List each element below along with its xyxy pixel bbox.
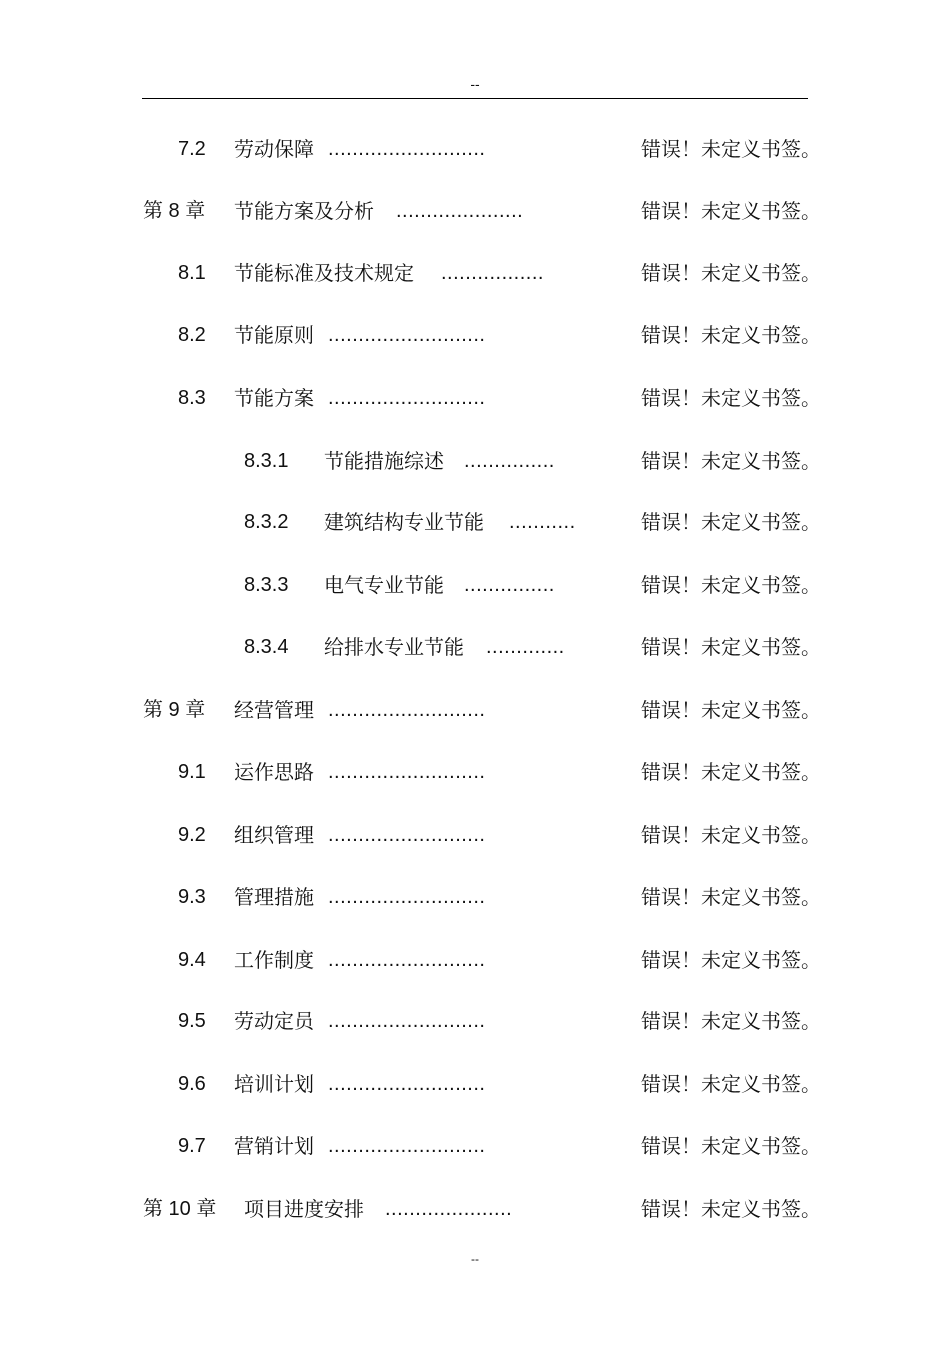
toc-entry-number: 8.2: [178, 324, 206, 346]
toc-entry-title: 项目进度安排: [244, 1197, 364, 1221]
toc-entry-leader: .............: [486, 636, 565, 658]
toc-entry-number: 9.1: [178, 761, 206, 783]
toc-entry-title: 管理措施: [234, 885, 314, 909]
toc-entry-title: 运作思路: [234, 760, 314, 784]
toc-entry-title: 培训计划: [234, 1072, 314, 1096]
toc-entry-number: 7.2: [178, 138, 206, 160]
toc-entry-leader: ..........................: [328, 1135, 486, 1157]
toc-entry[interactable]: [0, 507, 950, 537]
toc-entry[interactable]: [0, 695, 950, 725]
toc-entry[interactable]: [0, 1069, 950, 1099]
page-footer-mark: --: [471, 1252, 479, 1266]
toc-entry-leader: .....................: [385, 1198, 513, 1220]
toc-entry[interactable]: [0, 820, 950, 850]
toc-entry-leader: ...........: [509, 511, 576, 533]
toc-entry[interactable]: [0, 383, 950, 413]
toc-entry-number: 8.3.2: [244, 511, 289, 533]
toc-entry-leader: ..........................: [328, 886, 486, 908]
toc-entry-title: 劳动定员: [234, 1009, 314, 1033]
toc-entry-page: 错误！未定义书签。: [641, 1072, 821, 1096]
toc-entry[interactable]: [0, 196, 950, 226]
toc-entry-page: 错误！未定义书签。: [641, 698, 821, 722]
toc-entry-title: 经营管理: [234, 698, 314, 722]
toc-entry-leader: ..........................: [328, 138, 486, 160]
toc-entry-leader: .....................: [396, 200, 524, 222]
toc-entry-title: 电气专业节能: [324, 573, 444, 597]
header-rule: [142, 98, 808, 99]
toc-entry-number: 8.3.3: [244, 574, 289, 596]
toc-entry-leader: ..........................: [328, 1073, 486, 1095]
toc-entry-page: 错误！未定义书签。: [641, 449, 821, 473]
toc-entry-page: 错误！未定义书签。: [641, 137, 821, 161]
toc-entry[interactable]: [0, 320, 950, 350]
toc-entry-page: 错误！未定义书签。: [641, 323, 821, 347]
toc-entry[interactable]: [0, 258, 950, 288]
toc-entry-page: 错误！未定义书签。: [641, 386, 821, 410]
toc-entry-page: 错误！未定义书签。: [641, 635, 821, 659]
toc-entry-page: 错误！未定义书签。: [641, 199, 821, 223]
toc-entry-number: 8.3.1: [244, 450, 289, 472]
toc-entry-leader: ..........................: [328, 699, 486, 721]
toc-entry[interactable]: [0, 1131, 950, 1161]
toc-entry-leader: ..........................: [328, 1010, 486, 1032]
toc-entry-title: 节能方案: [234, 386, 314, 410]
toc-entry-number: 9.3: [178, 886, 206, 908]
toc-entry-page: 错误！未定义书签。: [641, 823, 821, 847]
toc-entry-page: 错误！未定义书签。: [641, 760, 821, 784]
toc-entry-page: 错误！未定义书签。: [641, 885, 821, 909]
toc-entry-number: 第 9 章: [143, 699, 206, 721]
toc-entry-number: 8.3: [178, 387, 206, 409]
toc-entry[interactable]: [0, 134, 950, 164]
toc-entry-number: 9.2: [178, 824, 206, 846]
toc-entry[interactable]: [0, 1194, 950, 1224]
toc-entry-number: 9.6: [178, 1073, 206, 1095]
toc-entry-page: 错误！未定义书签。: [641, 948, 821, 972]
toc-entry-title: 节能原则: [234, 323, 314, 347]
toc-entry-number: 9.7: [178, 1135, 206, 1157]
toc-entry-page: 错误！未定义书签。: [641, 1197, 821, 1221]
toc-entry-page: 错误！未定义书签。: [641, 510, 821, 534]
toc-entry-number: 9.4: [178, 949, 206, 971]
toc-entry-page: 错误！未定义书签。: [641, 261, 821, 285]
toc-entry-title: 营销计划: [234, 1134, 314, 1158]
toc-entry[interactable]: [0, 1006, 950, 1036]
toc-entry[interactable]: [0, 757, 950, 787]
toc-entry-title: 组织管理: [234, 823, 314, 847]
toc-entry[interactable]: [0, 446, 950, 476]
toc-entry-title: 劳动保障: [234, 137, 314, 161]
toc-entry-number: 第 8 章: [143, 200, 206, 222]
toc-entry[interactable]: [0, 882, 950, 912]
toc-entry-page: 错误！未定义书签。: [641, 573, 821, 597]
toc-entry-leader: ..........................: [328, 824, 486, 846]
toc-entry-leader: .................: [441, 262, 544, 284]
toc-entry-title: 工作制度: [234, 948, 314, 972]
toc-entry-number: 8.3.4: [244, 636, 289, 658]
toc-entry-leader: ...............: [464, 450, 555, 472]
toc-entry-page: 错误！未定义书签。: [641, 1134, 821, 1158]
toc-entry-title: 建筑结构专业节能: [324, 510, 484, 534]
toc-entry-title: 给排水专业节能: [324, 635, 464, 659]
toc-entry-leader: ..........................: [328, 949, 486, 971]
toc-entry-title: 节能标准及技术规定: [234, 261, 414, 285]
toc-entry-leader: ...............: [464, 574, 555, 596]
toc-entry-number: 9.5: [178, 1010, 206, 1032]
toc-entry-page: 错误！未定义书签。: [641, 1009, 821, 1033]
toc-entry-leader: ..........................: [328, 761, 486, 783]
toc-entry-number: 8.1: [178, 262, 206, 284]
toc-entry[interactable]: [0, 570, 950, 600]
toc-entry[interactable]: [0, 632, 950, 662]
toc-entry[interactable]: [0, 945, 950, 975]
toc-entry-number: 第 10 章: [143, 1198, 217, 1220]
page-header-mark: --: [470, 76, 480, 92]
toc-entry-leader: ..........................: [328, 387, 486, 409]
toc-entry-leader: ..........................: [328, 324, 486, 346]
toc-entry-title: 节能方案及分析: [234, 199, 374, 223]
toc-entry-title: 节能措施综述: [324, 449, 444, 473]
